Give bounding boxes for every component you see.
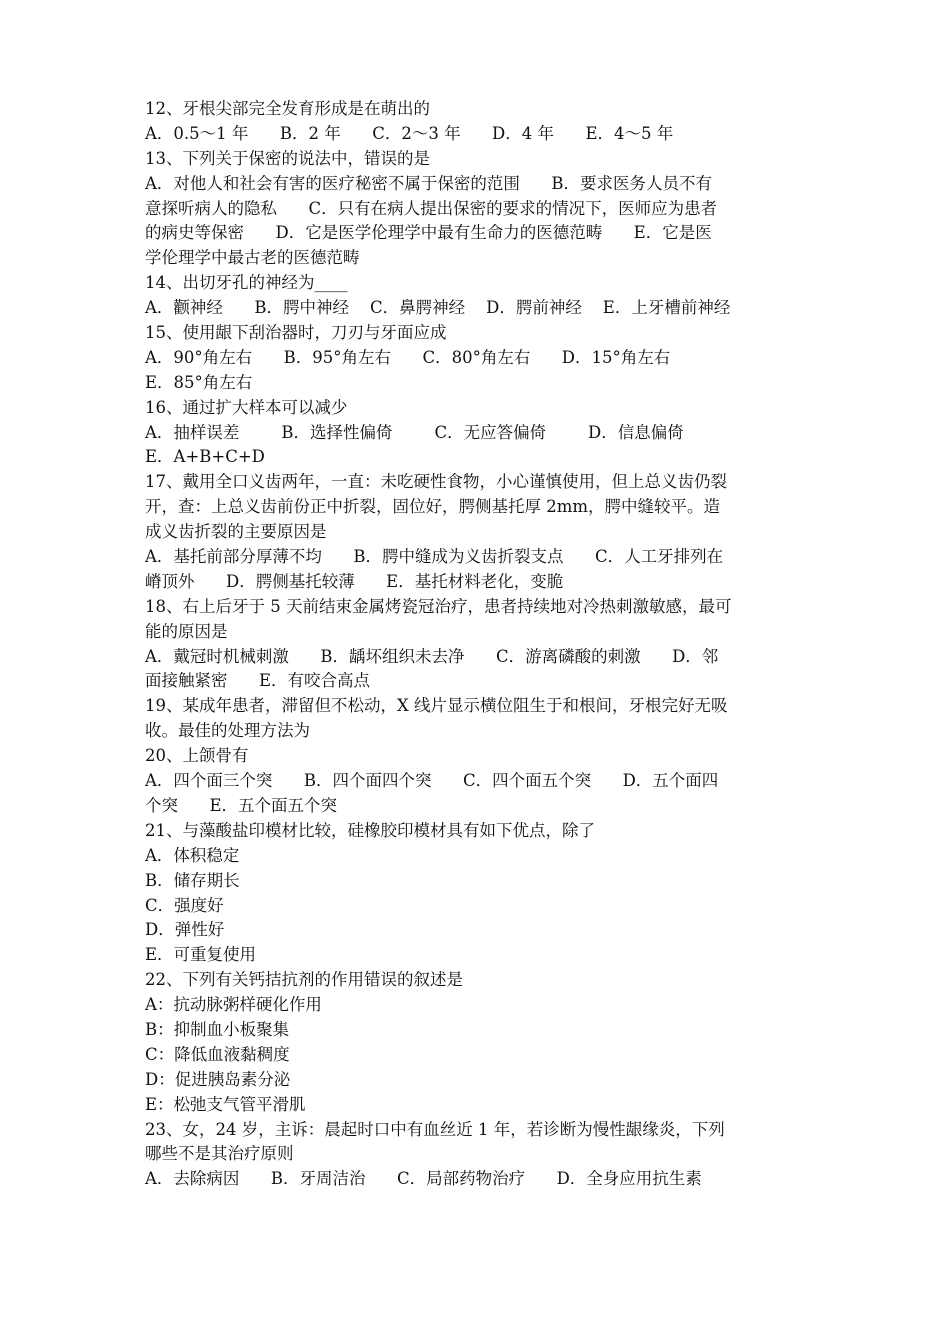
question-17-stem-line-1: 17、戴用全口义齿两年，一直：未吃硬性食物，小心谨慎使用，但上总义齿仍裂 bbox=[145, 472, 727, 492]
question-21-stem: 21、与藻酸盐印模材比较，硅橡胶印模材具有如下优点，除了 bbox=[145, 820, 595, 840]
question-15-options-line-2: E．85°角左右 bbox=[145, 372, 253, 392]
question-22-option-c: C：降低血液黏稠度 bbox=[145, 1044, 290, 1064]
question-21-option-c: C．强度好 bbox=[145, 895, 224, 915]
question-16-options-line-1: A．抽样误差 B．选择性偏倚 C．无应答偏倚 D．信息偏倚 bbox=[145, 422, 684, 442]
question-12-stem: 12、牙根尖部完全发育形成是在萌出的 bbox=[145, 99, 430, 118]
question-14-stem: 14、出切牙孔的神经为____ bbox=[145, 273, 348, 293]
question-16-stem: 16、通过扩大样本可以减少 bbox=[145, 397, 348, 417]
question-21-option-a: A．体积稳定 bbox=[145, 845, 240, 865]
question-15-options-line-1: A．90°角左右 B．95°角左右 C．80°角左右 D．15°角左右 bbox=[145, 347, 671, 367]
question-20-options-line-1: A．四个面三个突 B．四个面四个突 C．四个面五个突 D．五个面四 bbox=[145, 771, 719, 791]
question-19-stem-line-1: 19、某成年患者，滞留但不松动，X 线片显示横位阻生于和根间，牙根完好无吸 bbox=[145, 696, 728, 716]
question-17-stem-line-2: 开，查：上总义齿前份正中折裂，固位好，腭侧基托厚 2mm，腭中缝较平。造 bbox=[145, 497, 721, 517]
question-23-options: A．去除病因 B．牙周洁治 C．局部药物治疗 D．全身应用抗生素 bbox=[145, 1169, 702, 1189]
question-19-stem-line-2: 收。最佳的处理方法为 bbox=[145, 721, 310, 741]
question-13-options-line-4: 学伦理学中最古老的医德范畴 bbox=[145, 248, 360, 268]
question-22-option-b: B：抑制血小板聚集 bbox=[145, 1019, 290, 1039]
question-13-options-line-2: 意探听病人的隐私 C．只有在病人提出保密的要求的情况下，医师应为患者 bbox=[145, 198, 718, 218]
question-15-stem: 15、使用龈下刮治器时，刀刃与牙面应成 bbox=[145, 323, 447, 343]
question-22-option-d: D：促进胰岛素分泌 bbox=[145, 1069, 291, 1089]
question-21-option-e: E．可重复使用 bbox=[145, 945, 257, 965]
question-16-options-line-2: E．A+B+C+D bbox=[145, 447, 265, 467]
question-12-options: A．0.5～1 年 B．2 年 C．2～3 年 D．4 年 E．4～5 年 bbox=[145, 123, 674, 143]
question-14-options: A．颧神经 B．腭中神经 C．鼻腭神经 D．腭前神经 E．上牙槽前神经 bbox=[145, 298, 731, 318]
question-20-options-line-2: 个突 E．五个面五个突 bbox=[145, 795, 338, 815]
question-21-option-b: B．储存期长 bbox=[145, 870, 240, 890]
question-17-options-line-1: A．基托前部分厚薄不均 B．腭中缝成为义齿折裂支点 C．人工牙排列在 bbox=[145, 547, 724, 567]
question-21-option-d: D．弹性好 bbox=[145, 920, 225, 940]
question-20-stem: 20、上颌骨有 bbox=[145, 746, 249, 766]
document-page bbox=[145, 97, 815, 1192]
question-18-options-line-1: A．戴冠时机械刺激 B．龋坏组织未去净 C．游离磷酸的刺激 D．邻 bbox=[145, 646, 719, 666]
question-18-stem-line-1: 18、右上后牙于 5 天前结束金属烤瓷冠治疗，患者持续地对冷热刺激敏感，最可 bbox=[145, 596, 732, 616]
question-13-stem: 13、下列关于保密的说法中，错误的是 bbox=[145, 148, 430, 168]
question-22-option-e: E：松弛支气管平滑肌 bbox=[145, 1094, 306, 1114]
question-23-stem-line-1: 23、女，24 岁，主诉：晨起时口中有血丝近 1 年，若诊断为慢性龈缘炎，下列 bbox=[145, 1119, 725, 1139]
question-18-options-line-2: 面接触紧密 E．有咬合高点 bbox=[145, 671, 371, 691]
question-22-option-a: A：抗动脉粥样硬化作用 bbox=[145, 995, 322, 1015]
question-18-stem-line-2: 能的原因是 bbox=[145, 621, 228, 641]
question-17-options-line-2: 嵴顶外 D．腭侧基托较薄 E．基托材料老化，变脆 bbox=[145, 571, 564, 591]
question-13-options-line-1: A．对他人和社会有害的医疗秘密不属于保密的范围 B．要求医务人员不有 bbox=[145, 173, 713, 193]
question-23-stem-line-2: 哪些不是其治疗原则 bbox=[145, 1144, 294, 1164]
question-13-options-line-3: 的病史等保密 D．它是医学伦理学中最有生命力的医德范畴 E．它是医 bbox=[145, 223, 712, 243]
question-22-stem: 22、下列有关钙拮抗剂的作用错误的叙述是 bbox=[145, 970, 463, 990]
question-17-stem-line-3: 成义齿折裂的主要原因是 bbox=[145, 522, 327, 542]
